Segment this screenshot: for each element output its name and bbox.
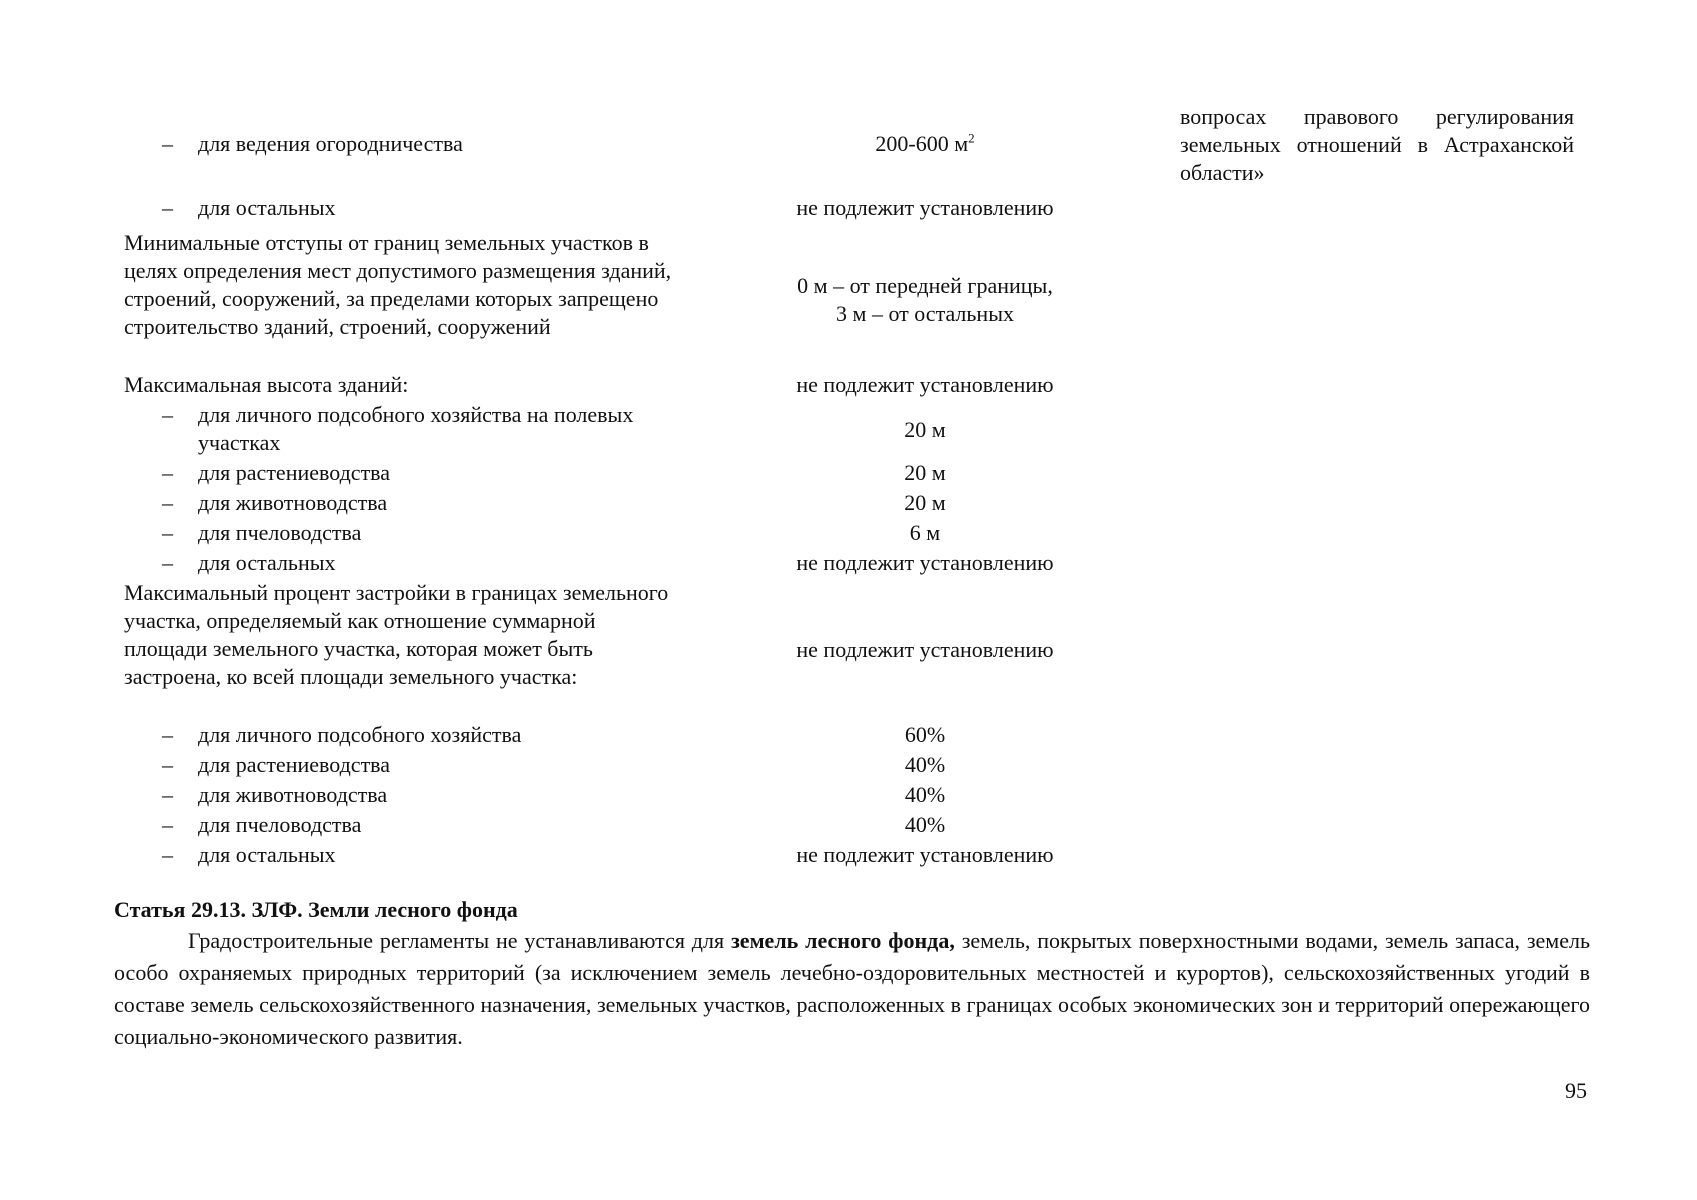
emphasis-text: земель лесного фонда, [730,928,955,953]
row-label: для остальных [198,550,336,575]
bullet-dash: – [162,490,173,515]
row-value: 20 м [904,490,946,515]
article-paragraph: Градостроительные регламенты не устанавливаются для земель лесного фонда, земель, покрытых поверхностными водами, земель запаса, земель особо охраняемых природных территорий (за исключением земель лечебно-оздоровительных местностей и курортов), сельскохозяйственных угодий в составе земель сельскохозяйственного назначения, земельных участков, расположенных в границах особых экономических зон и территорий опережающего социально-экономического развития. [114,928,1590,1049]
bullet-dash: – [162,782,173,807]
legal-reference-note: вопросах правового регулирования земельных отношений в Астраханской области» [1180,104,1574,185]
row-value: 20 м [904,460,946,485]
page-number: 95 [1565,1078,1587,1103]
bullet-dash: – [162,752,173,777]
row-label: для остальных [198,842,336,867]
row-label: для ведения огородничества [198,131,463,156]
row-value: 40% [904,752,946,777]
row-label: для животноводства [198,490,388,515]
row-value: не подлежит установлению [796,842,1054,867]
row-label: для растениеводства [198,460,391,485]
row-label: для личного подсобного хозяйства на полевых участках [198,402,634,455]
row-value: не подлежит установлению [796,372,1054,397]
row-label: для остальных [198,195,336,220]
row-value: 200-600 $м^2$ [875,130,975,156]
bullet-dash: – [162,460,173,485]
row-value: 40% [904,782,946,807]
row-label: Минимальные отступы от границ земельных участков в целях определения мест допустимого размещения зданий, строений, сооружений, за пределами которых запрещено строительство зданий, строений, сооружений [124,230,672,339]
row-label: для животноводства [198,782,388,807]
bullet-dash: – [162,131,173,156]
bullet-dash: – [162,812,173,837]
row-label: для пчеловодства [198,520,362,545]
bullet-dash: – [162,550,173,575]
row-label: для растениеводства [198,752,391,777]
row-value: не подлежит установлению [796,637,1054,662]
bullet-dash: – [162,402,173,427]
bullet-dash: – [162,722,173,747]
superscript: 2 [968,130,975,146]
article-heading: Статья 29.13. ЗЛФ. Земли лесного фонда [114,897,518,922]
bullet-dash: – [162,195,173,220]
row-label: для личного подсобного хозяйства [198,722,522,747]
row-label: для пчеловодства [198,812,362,837]
bullet-dash: – [162,842,173,867]
row-value: 20 м [904,417,946,442]
row-label: Максимальный процент застройки в границах земельного участка, определяемый как отношение суммарной площади земельного участка, которая может быть застроена, ко всей площади земельного участка: [124,580,669,689]
row-value: 60% [904,722,946,747]
row-label: Максимальная высота зданий: [124,372,409,397]
row-value: 0 м – от передней границы, 3 м – от остальных [797,273,1053,326]
row-value: 6 м [909,520,941,545]
row-value: не подлежит установлению [796,195,1054,220]
bullet-dash: – [162,520,173,545]
row-value: 40% [904,812,946,837]
row-value: не подлежит установлению [796,550,1054,575]
